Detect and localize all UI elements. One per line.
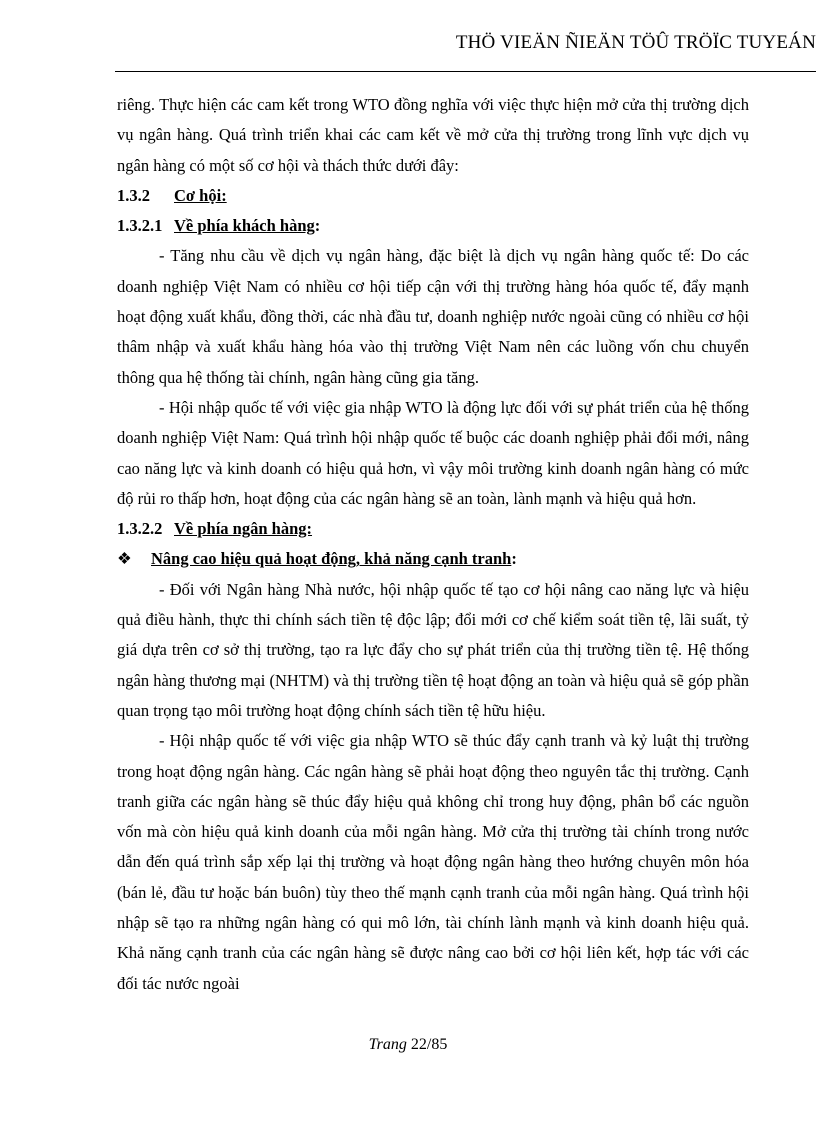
section-number: 1.3.2.1 bbox=[117, 216, 163, 236]
section-heading-1-3-2 bbox=[117, 181, 749, 211]
paragraph-bank-2: - Hội nhập quốc tế với việc gia nhập WTO sẽ thúc đẩy cạnh tranh và kỷ luật thị trường trong hoạt động ngân hàng. Các ngân hàng sẽ phải hoạt động theo nguyên tắc thị trường. Cạnh tranh giữa các ngân hàng sẽ thúc đẩy hiệu quả không chỉ trong huy động, phân bổ các nguồn vốn mà còn hiệu quả kinh doanh của mỗi ngân hàng. Mở cửa thị trường tài chính trong nước dẫn đến quá trình sắp xếp lại thị trường và hoạt động ngân hàng theo hướng chuyên môn hóa (bán lẻ, đầu tư hoặc bán buôn) tùy theo thế mạnh cạnh tranh của mỗi ngân hàng. Quá trình hội nhập sẽ tạo ra những ngân hàng có qui mô lớn, tài chính lành mạnh và kinh doanh hiệu quả. Khả năng cạnh tranh của các ngân hàng sẽ được nâng cao bởi cơ hội liên kết, hợp tác với các đối tác nước ngoài bbox=[117, 731, 749, 993]
running-header: THÖ VIEÄN ÑIEÄN TÖÛ TRÖÏC TUYEÁN bbox=[455, 32, 816, 53]
page-body bbox=[117, 90, 749, 999]
page-number: 22/85 bbox=[410, 1036, 448, 1053]
page-footer bbox=[0, 1036, 816, 1054]
paragraph-customer-2: - Hội nhập quốc tế với việc gia nhập WTO là động lực đối với sự phát triển của hệ thống doanh nghiệp Việt Nam: Quá trình hội nhập quốc tế buộc các doanh nghiệp phải đổi mới, nâng cao năng lực và kinh doanh có hiệu quả hơn, vì vậy môi trường kinh doanh ngân hàng có mức độ rủi ro thấp hơn, hoạt động của các ngân hàng sẽ an toàn, lành mạnh và hiệu quả hơn. bbox=[117, 397, 749, 508]
section-title: Cơ hội: bbox=[174, 185, 227, 205]
diamond-bullet-icon: ❖ bbox=[117, 549, 132, 569]
bullet-title: Nâng cao hiệu quả hoạt động, khả năng cạnh tranh bbox=[151, 549, 512, 569]
section-colon: : bbox=[314, 216, 321, 236]
paragraph-intro: riêng. Thực hiện các cam kết trong WTO đồng nghĩa với việc thực hiện mở cửa thị trường dịch vụ ngân hàng. Quá trình triển khai các cam kết về mở cửa thị trường trong lĩnh vực dịch vụ ngân hàng có một số cơ hội và thách thức dưới đây: bbox=[117, 95, 749, 175]
section-title: Về phía ngân hàng: bbox=[174, 519, 313, 539]
section-heading-1-3-2-1 bbox=[117, 211, 749, 241]
bullet-colon: : bbox=[511, 549, 517, 569]
bullet-heading bbox=[117, 544, 749, 574]
section-heading-1-3-2-2 bbox=[117, 514, 749, 544]
section-title: Về phía khách hàng bbox=[174, 216, 315, 236]
paragraph-bank-1: - Đối với Ngân hàng Nhà nước, hội nhập quốc tế tạo cơ hội nâng cao năng lực và hiệu quả điều hành, thực thi chính sách tiền tệ độc lập; đổi mới cơ chế kiểm soát tiền tệ, lãi suất, tỷ giá dựa trên cơ sở thị trường, tạo ra lực đẩy cho sự phát triển của thị trường tiền tệ. Hệ thống ngân hàng thương mại (NHTM) và thị trường tiền tệ hoạt động an toàn và hiệu quả sẽ góp phần quan trọng tạo môi trường hoạt động chính sách tiền tệ hữu hiệu. bbox=[117, 579, 749, 720]
paragraph-customer-1: - Tăng nhu cầu về dịch vụ ngân hàng, đặc biệt là dịch vụ ngân hàng quốc tế: Do các doanh nghiệp Việt Nam có nhiều cơ hội tiếp cận với thị trường hàng hóa quốc tế, đẩy mạnh hoạt động xuất khẩu, đồng thời, các nhà đầu tư, doanh nghiệp nước ngoài cũng có nhiều cơ hội thâm nhập và xuất khẩu hàng hóa vào thị trường Việt Nam nên các luồng vốn chu chuyển thông qua hệ thống tài chính, ngân hàng cũng gia tăng. bbox=[117, 246, 749, 387]
section-number: 1.3.2.2 bbox=[117, 519, 163, 539]
header-divider bbox=[115, 71, 816, 72]
page-label: Trang bbox=[368, 1036, 407, 1053]
section-number: 1.3.2 bbox=[117, 185, 150, 205]
